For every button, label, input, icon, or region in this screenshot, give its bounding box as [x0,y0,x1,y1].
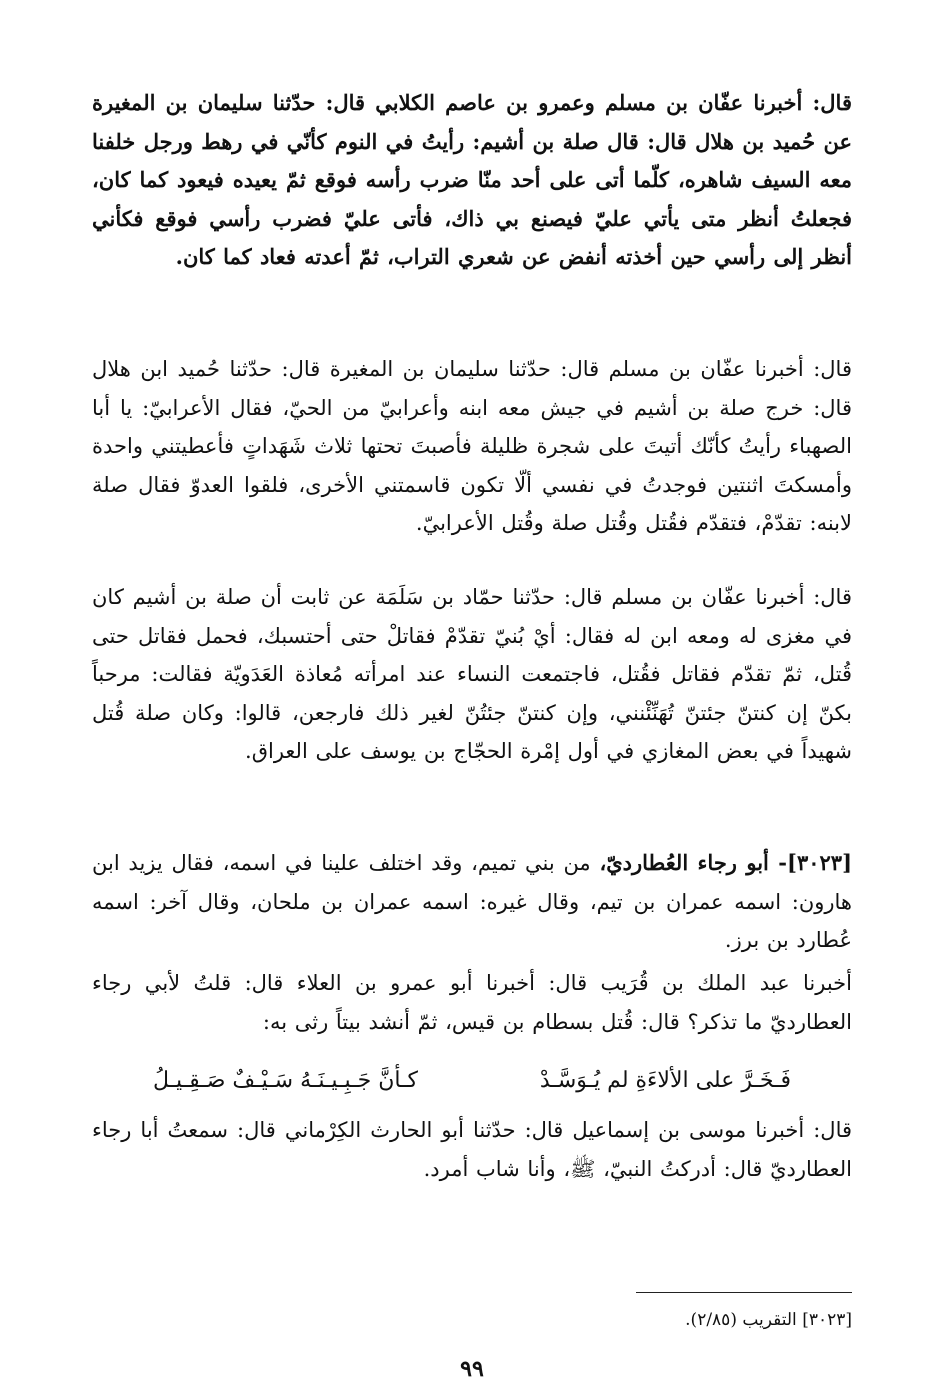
paragraph-bedouin-dream: قال: أخبرنا عفّان بن مسلم قال: حدّثنا سليمان بن المغيرة قال: حدّثنا حُميد ابن هلال قال: خرج صلة بن أشيم في جيش معه ابنه وأعرابيّ من الحيّ، فقال الأعرابيّ: يا أبا الصهباء رأيتُ كأنّك أتيتَ على شجرة ظليلة فأصبتَ تحتها ثلاث شَهَداتٍ فأعطيتني واحدة وأمسكتَ اثنتين فوجدتُ في نفسي ألّا تكون قاسمتني الأخرى، فلقوا العدوّ فقال صلة لابنه: تقدّمْ، فتقدّم فقُتل وقُتل صلة وقُتل الأعرابيّ. [92,357,852,535]
biography-text: من بني تميم، وقد اختلف علينا في اسمه، فقال يزيد ابن هارون: اسمه عمران بن تيم، وقال غيره: اسمه عمران بن ملحان، وقال آخر: اسمه عُطارد بن برز. [92,851,852,952]
poetry-verse [92,1061,852,1101]
paragraph-martyrdom: قال: أخبرنا عفّان بن مسلم قال: حدّثنا حمّاد بن سَلَمَة عن ثابت أن صلة بن أشيم كان في مغزى له ومعه ابن له فقال: أيْ بُنيّ تقدّمْ فقاتلْ حتى أحتسبك، فحمل فقاتل حتى قُتل، ثمّ تقدّم فقاتل فقُتل، فاجتمعت النساء عند امرأته مُعاذة العَدَويّة فقالت: مرحباً بكنّ إن كنتنّ جئتنّ تُهَنِّئْنني، وإن كنتنّ جئتُنّ لغير ذلك فارجعن، قالوا: وكان صلة قُتل شهيداً في بعض المغازي في أول إمْرة الحجّاج بن يوسف على العراق. [92,585,852,763]
paragraph-prophet-meeting: قال: أخبرنا موسى بن إسماعيل قال: حدّثنا أبو الحارث الكِرْماني قال: سمعتُ أبا رجاء العطارديّ قال: أدركتُ النبيّ، ﷺ، وأنا شاب أمرد. [92,1118,853,1181]
footnote: [٣٠٢٣] التقريب (٢/٨٥). [685,1310,852,1330]
page-number: ٩٩ [460,1356,484,1382]
paragraph-dream-narration: قال: أخبرنا عفّان بن مسلم وعمرو بن عاصم الكلابي قال: حدّثنا سليمان بن المغيرة عن حُميد بن هلال قال: قال صلة بن أشيم: رأيتُ في النوم كأنّي في رهط ورجل خلفنا معه السيف شاهره، كلّما أتى على أحد منّا ضرب رأسه فوقع ثمّ يعيده فيعود كما كان، فجعلتُ أنظر متى يأتي عليّ فيصنع بي ذاك، فأتى عليّ فضرب رأسي فوقع فكأني أنظر إلى رأسي حين أخذته أنفض عن شعري التراب، ثمّ أعدته فعاد كما كان. [92,90,852,269]
verse-first-hemistich: فَـخَـرَّ على الألاءَةِ لم يُـوَسَّـدْ [539,1068,792,1093]
paragraph-biography-entry [92,844,852,960]
paragraph-recollection: أخبرنا عبد الملك بن قُرَيب قال: أخبرنا أبو عمرو بن العلاء قال: قلتُ لأبي رجاء العطارديّ ما تذكر؟ قال: قُتل بسطام بن قيس، ثمّ أنشد بيتاً رثى به: [92,971,852,1034]
footnote-divider [636,1292,852,1293]
verse-second-hemistich: كـأنَّ جَـبِـيـنَـهُ سَـيْـفٌ صَـقِـيـلُ [152,1068,418,1093]
biography-heading: [٣٠٢٣]- أبو رجاء العُطارديّ، [599,850,852,875]
